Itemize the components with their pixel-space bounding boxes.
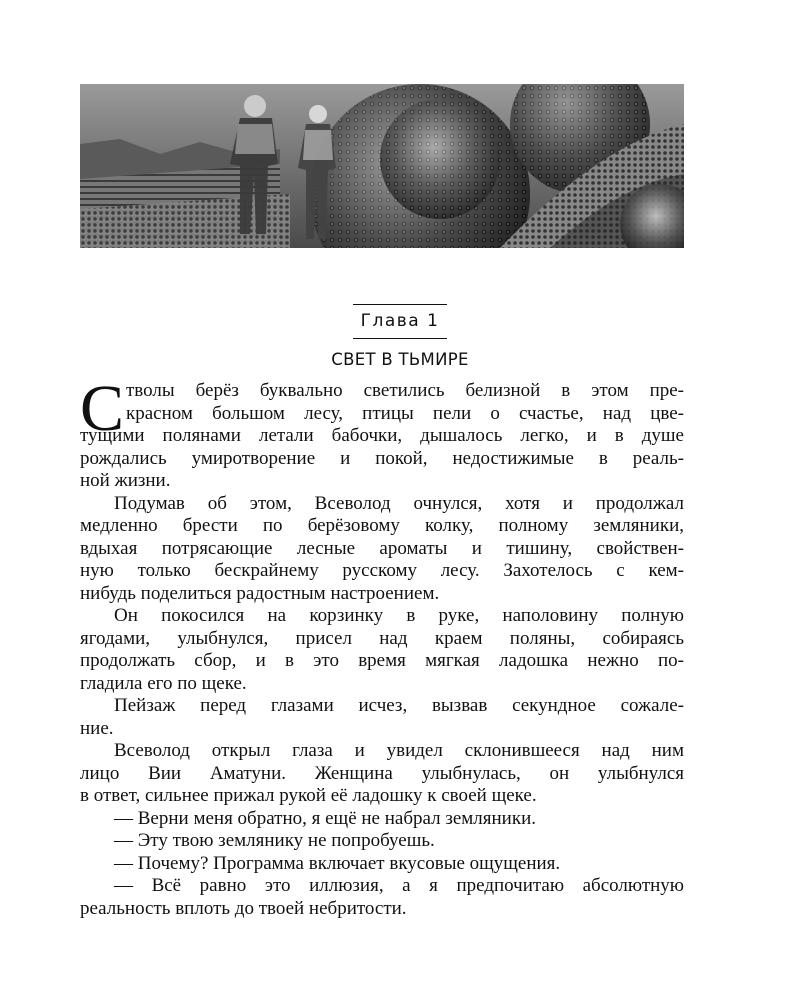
text-line: тущими полянами летали бабочки, дышалось легко, и в душе xyxy=(80,425,684,446)
text-line: ной жизни. xyxy=(80,470,171,491)
text-line: красном большом лесу, птицы пели о счастье, над цве- xyxy=(126,402,684,424)
text-line: Пейзаж перед глазами исчез, вызвав секундное сожале- xyxy=(114,695,684,716)
text-line: — Эту твою землянику не попробуешь. xyxy=(114,830,435,851)
sci-fi-illustration-icon xyxy=(80,84,684,248)
text-line: ягодами, улыбнулся, присел над краем поляны, собираясь xyxy=(80,627,684,649)
text-line: ние. xyxy=(80,717,114,739)
text-line: продолжать сбор, и в это время мягкая ладошка нежно по- xyxy=(80,650,684,671)
text-line: ную только бескрайнему русскому лесу. Захотелось с кем- xyxy=(80,560,684,581)
text-line: в ответ, сильнее прижал рукой её ладошку к своей щеке. xyxy=(80,785,537,806)
text-line: Всеволод открыл глаза и увидел склонившееся над ним xyxy=(114,740,684,761)
text-line: Подумав об этом, Всеволод очнулся, хотя и продолжал xyxy=(114,492,684,514)
text-line: гладила его по щеке. xyxy=(80,672,247,694)
text-line: медленно брести по берёзовому колку, полному земляники, xyxy=(80,515,684,536)
chapter-body xyxy=(80,380,684,920)
text-line: — Всё равно это иллюзия, а я предпочитаю абсолютную xyxy=(114,875,684,896)
drop-cap: С xyxy=(80,372,125,445)
text-line: — Верни меня обратно, я ещё не набрал земляники. xyxy=(114,807,536,829)
text-line: лицо Вии Аматуни. Женщина улыбнулась, он улыбнулся xyxy=(80,762,684,784)
chapter-illustration xyxy=(80,84,684,248)
text-line: рождались умиротворение и покой, недостижимые в реаль- xyxy=(80,447,684,469)
chapter-title: СВЕТ В ТЬМИРЕ xyxy=(331,350,469,369)
text-line: Он покосился на корзинку в руке, наполовину полную xyxy=(114,605,684,626)
text-line: тволы берёз буквально светились белизной в этом пре- xyxy=(126,380,684,401)
text-line: нибудь поделиться радостным настроением. xyxy=(80,582,440,604)
chapter-number-text: Глава 1 xyxy=(353,304,448,339)
text-line: реальность вплоть до твоей небритости. xyxy=(80,897,407,919)
text-line: — Почему? Программа включает вкусовые ощущения. xyxy=(114,852,561,874)
chapter-number xyxy=(0,304,800,339)
text-line: вдыхая потрясающие лесные ароматы и тишину, свойствен- xyxy=(80,537,684,559)
